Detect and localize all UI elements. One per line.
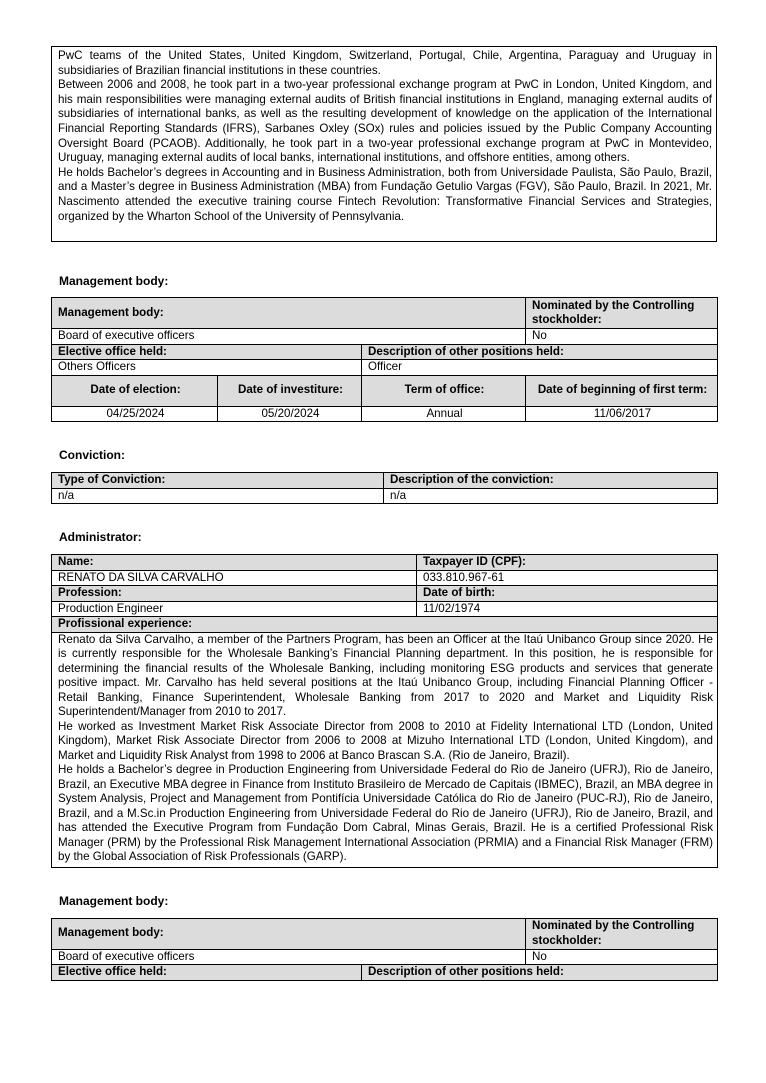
header-date-of-birth: Date of birth: xyxy=(417,586,718,602)
header-other-positions: Description of other positions held: xyxy=(362,344,718,360)
header-conviction-type: Type of Conviction: xyxy=(52,473,384,489)
header-nominated: Nominated by the Controlling stockholder: xyxy=(526,918,718,949)
name-value: RENATO DA SILVA CARVALHO xyxy=(52,570,417,586)
bio-paragraph: PwC teams of the United States, United Kingdom, Switzerland, Portugal, Chile, Argentina, Paraguay and Uruguay in subsidiaries of Brazilian financial institutions in these countries. xyxy=(58,49,712,77)
section-title-management-body: Management body: xyxy=(59,274,169,288)
header-cpf: Taxpayer ID (CPF): xyxy=(417,555,718,571)
conviction-table xyxy=(51,472,718,504)
cpf-value: 033.810.967-61 xyxy=(417,570,718,586)
nominated-value: No xyxy=(526,949,718,965)
bio-paragraph: He holds Bachelor’s degrees in Accounting and in Business Administration, both from Universidade Paulista, São Paulo, Brazil, and a Master’s degree in Business Administration (MBA) from Fundação Getulio Vargas (FGV), São Paulo, Brazil. In 2021, Mr. Nascimento attended the executive training course Fintech Revolution: Transformative Financial Services and Strategies, organized by the Wharton School of the University of Pennsylvania. xyxy=(58,165,712,223)
management-body-value: Board of executive officers xyxy=(52,949,526,965)
header-other-positions: Description of other positions held: xyxy=(362,965,718,981)
section-title-management-body-2: Management body: xyxy=(59,893,169,908)
header-name: Name: xyxy=(52,555,417,571)
management-body-value: Board of executive officers xyxy=(52,329,526,345)
header-first-term-date: Date of beginning of first term: xyxy=(526,375,718,406)
other-positions-value: Officer xyxy=(362,360,718,376)
management-body-table-2 xyxy=(51,918,718,981)
experience-paragraph: He holds a Bachelor’s degree in Production Engineering from Universidade Federal do Rio de Janeiro (UFRJ), Rio de Janeiro, Brazil, an Executive MBA degree in Finance from Instituto Brasileiro de Mercado de Capitais (IBMEC), Brazil, an MBA degree in System Analysis, Project and Management from Pontifícia Universidade Católica do Rio de Janeiro (PUC-RJ), Rio de Janeiro, Brazil, and a M.Sc.in Production Engineering from Universidade Federal do Rio de Janeiro (UFRJ), Rio de Janeiro, Brazil, and has attended the Executive Program from Fundação Dom Cabral, Minas Gerais, Brazil. He is a certified Professional Risk Manager (PRM) by the Professional Risk Management International Association (PRMIA) and a Financial Risk Manager (FRM) by the Global Association of Risk Professionals (GARP). xyxy=(58,763,713,863)
experience-paragraph: Renato da Silva Carvalho, a member of the Partners Program, has been an Officer at the Itaú Unibanco Group since 2020. He is currently responsible for the Wholesale Banking’s Financial Planning department. In this position, he is responsible for determining the financial results of the Wholesale Banking, including monitoring ESG products and services that generate positive impact. Mr. Carvalho has held several positions at the Itaú Unibanco Group, including Financial Planning Officer - Retail Banking, Finance Superintendent, Wholesale Banking from 2017 to 2020 and Market and Liquidity Risk Superintendent/Manager from 2010 to 2017. xyxy=(58,632,713,718)
professional-experience-text xyxy=(52,632,718,867)
header-management-body: Management body: xyxy=(52,298,526,329)
header-conviction-description: Description of the conviction: xyxy=(384,473,718,489)
investiture-date-value: 05/20/2024 xyxy=(218,406,362,422)
term-value: Annual xyxy=(362,406,526,422)
header-nominated: Nominated by the Controlling stockholder: xyxy=(526,298,718,329)
header-date-of-election: Date of election: xyxy=(52,375,218,406)
management-body-table xyxy=(51,297,718,422)
date-of-birth-value: 11/02/1974 xyxy=(417,601,718,617)
bio-continuation-box xyxy=(51,46,717,242)
administrator-table xyxy=(51,554,718,868)
header-profession: Profession: xyxy=(52,586,417,602)
conviction-type-value: n/a xyxy=(52,488,384,504)
bio-paragraph: Between 2006 and 2008, he took part in a two-year professional exchange program at PwC in London, United Kingdom, and his main responsibilities were managing external audits of British financial institutions in England, managing external audits of subsidiaries of international banks, as well as the resulting development of knowledge on the application of the International Financial Reporting Standards (IFRS), Sarbanes Oxley (SOx) rules and policies issued by the Public Company Accounting Oversight Board (PCAOB). Additionally, he took part in a two-year professional exchange program at PwC in Montevideo, Uruguay, managing external audits of local banks, international institutions, and offshore entities, among others. xyxy=(58,78,712,165)
document-page xyxy=(51,46,717,981)
section-title-administrator: Administrator: xyxy=(59,530,142,544)
nominated-value: No xyxy=(526,329,718,345)
header-professional-experience: Profissional experience: xyxy=(52,617,718,633)
header-elective-office: Elective office held: xyxy=(52,344,362,360)
profession-value: Production Engineer xyxy=(52,601,417,617)
section-title-conviction: Conviction: xyxy=(59,448,125,462)
election-date-value: 04/25/2024 xyxy=(52,406,218,422)
header-date-of-investiture: Date of investiture: xyxy=(218,375,362,406)
header-management-body: Management body: xyxy=(52,918,526,949)
conviction-description-value: n/a xyxy=(384,488,718,504)
header-term-of-office: Term of office: xyxy=(362,375,526,406)
elective-office-value: Others Officers xyxy=(52,360,362,376)
experience-paragraph: He worked as Investment Market Risk Associate Director from 2008 to 2010 at Fidelity International LTD (London, United Kingdom), Market Risk Associate Director from 2006 to 2008 at Mizuho International LTD (London, United Kingdom), and Market and Liquidity Risk Analyst from 1998 to 2006 at Banco Brascan S.A. (Rio de Janeiro, Brazil). xyxy=(58,719,713,762)
first-term-date-value: 11/06/2017 xyxy=(526,406,718,422)
header-elective-office: Elective office held: xyxy=(52,965,362,981)
